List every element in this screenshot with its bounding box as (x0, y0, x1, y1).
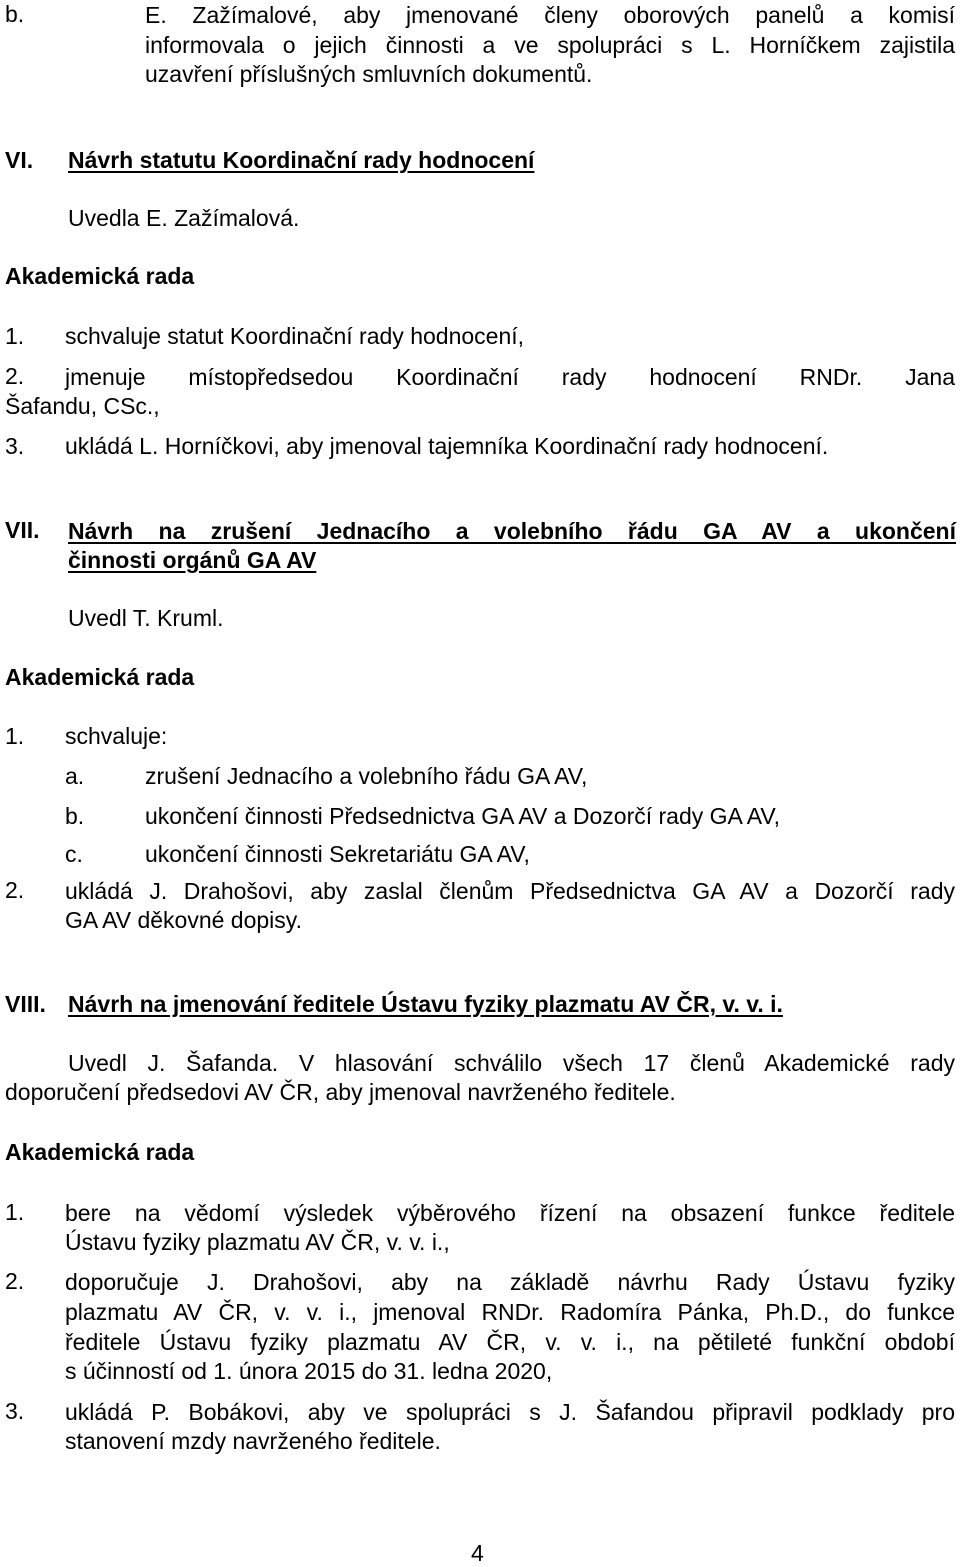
item-text: stanovení mzdy navrženého ředitele. (65, 1428, 441, 1454)
board-heading: Akademická rada (5, 263, 195, 289)
paragraph-line: informovala o jejich činnosti a ve spolupráci s L. Horníčkem zajistila (145, 32, 955, 58)
section-number: VII. (5, 517, 40, 543)
page-number: 4 (471, 1540, 484, 1566)
item-text: ředitele Ústavu fyziky plazmatu AV ČR, v. v. i., na pětileté funkční období (65, 1329, 955, 1355)
presenter-note: Uvedl T. Kruml. (68, 605, 224, 631)
subitem-letter: a. (65, 763, 85, 789)
item-text: doporučuje J. Drahošovi, aby na základě návrhu Rady Ústavu fyziky (65, 1269, 955, 1295)
item-text: ukládá P. Bobákovi, aby ve spolupráci s J. Šafandou připravil podklady pro (65, 1399, 955, 1425)
item-text: schvaluje: (65, 723, 168, 749)
section-title: Návrh statutu Koordinační rady hodnocení (68, 147, 535, 173)
item-number: 3. (5, 1398, 25, 1424)
item-text: bere na vědomí výsledek výběrového řízení na obsazení funkce ředitele (65, 1200, 955, 1226)
item-text: Šafandu, CSc., (5, 393, 160, 419)
item-text: Ústavu fyziky plazmatu AV ČR, v. v. i., (65, 1229, 450, 1255)
item-number: 3. (5, 433, 25, 459)
item-text: ukládá J. Drahošovi, aby zaslal členům Předsednictva GA AV a Dozorčí rady (65, 878, 955, 904)
item-text: plazmatu AV ČR, v. v. i., jmenoval RNDr. Radomíra Pánka, Ph.D., do funkce (65, 1299, 955, 1325)
subitem-letter: c. (65, 841, 83, 867)
subitem-text: ukončení činnosti Předsednictva GA AV a Dozorčí rady GA AV, (145, 803, 780, 829)
subitem-text: zrušení Jednacího a volebního řádu GA AV, (145, 763, 588, 789)
section-title: činnosti orgánů GA AV (68, 547, 317, 573)
subitem-letter: b. (65, 803, 85, 829)
item-text: jmenuje místopředsedou Koordinační rady hodnocení RNDr. Jana (65, 364, 955, 390)
item-number: 1. (5, 723, 25, 749)
item-text: schvaluje statut Koordinační rady hodnocení, (65, 323, 525, 349)
item-text: ukládá L. Horníčkovi, aby jmenoval tajemníka Koordinační rady hodnocení. (65, 433, 829, 459)
item-number: 1. (5, 323, 25, 349)
presenter-note: Uvedla E. Zažímalová. (68, 205, 300, 231)
paragraph-line: uzavření příslušných smluvních dokumentů. (145, 61, 593, 87)
paragraph-line: doporučení předsedovi AV ČR, aby jmenoval navrženého ředitele. (5, 1079, 676, 1105)
item-text: GA AV děkovné dopisy. (65, 907, 302, 933)
board-heading: Akademická rada (5, 1139, 195, 1165)
board-heading: Akademická rada (5, 664, 195, 690)
section-number: VIII. (5, 991, 46, 1017)
paragraph-line: Uvedl J. Šafanda. V hlasování schválilo všech 17 členů Akademické rady (68, 1050, 955, 1076)
item-number: 2. (5, 877, 25, 903)
section-number: VI. (5, 147, 34, 173)
section-title: Návrh na jmenování ředitele Ústavu fyziky plazmatu AV ČR, v. v. i. (68, 991, 783, 1017)
list-marker: b. (5, 1, 25, 27)
item-number: 2. (5, 363, 25, 389)
paragraph-line: E. Zažímalové, aby jmenované členy oborových panelů a komisí (145, 2, 955, 28)
item-number: 2. (5, 1268, 25, 1294)
item-text: s účinností od 1. února 2015 do 31. ledna 2020, (65, 1358, 553, 1384)
item-number: 1. (5, 1199, 25, 1225)
subitem-text: ukončení činnosti Sekretariátu GA AV, (145, 841, 530, 867)
section-title: Návrh na zrušení Jednacího a volebního řádu GA AV a ukončení (68, 518, 956, 544)
